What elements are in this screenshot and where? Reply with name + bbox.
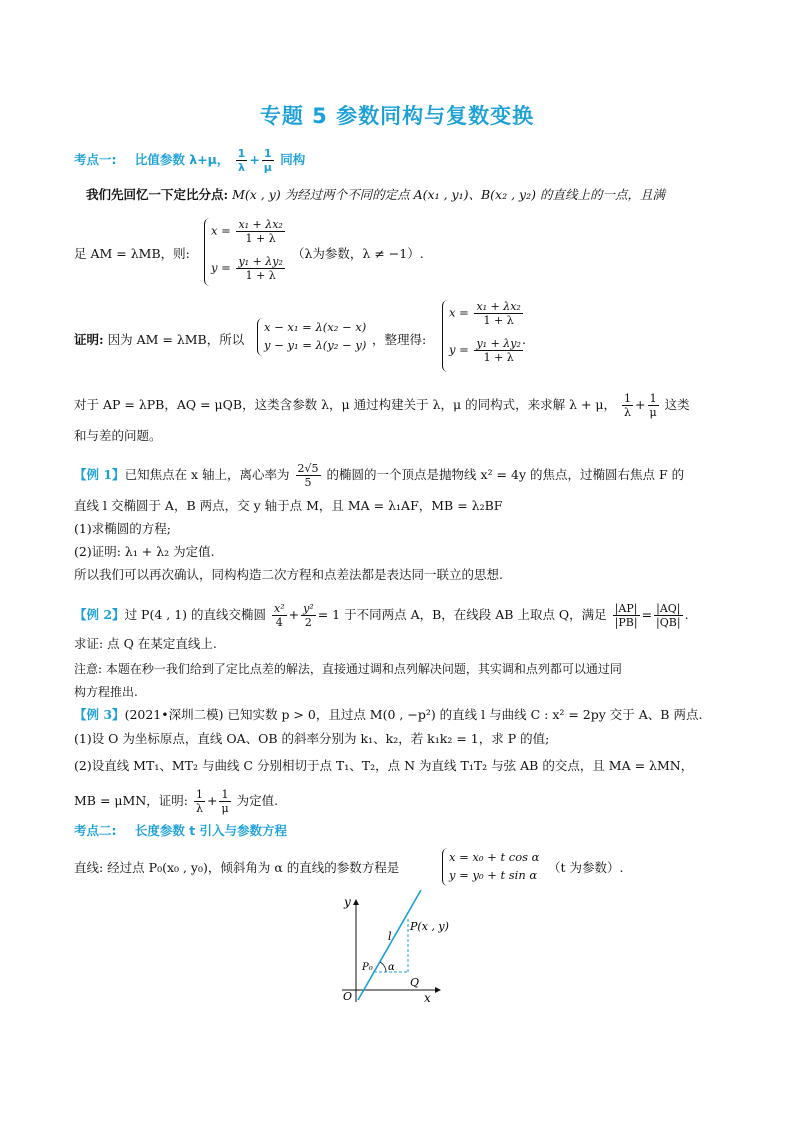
proof-mid: ，整理得: (372, 332, 427, 347)
eccentricity-frac: $\frac{2√5}{5}$ (297, 462, 319, 489)
kaodian-1-label: 考点一: (74, 152, 117, 167)
example-2-line-1: 【例 2】过 P(4 , 1) 的直线交椭圆 $\frac{\text{x²}}{4}$ + $\frac{\text{y²}}{2}$ = 1 于不同两点 A，B，在线段 AB 上取点 Q，满足 $\frac{|AP|}{|PB|}$ = $\frac{|AQ|}{|QB|}$ . (74, 602, 689, 629)
kaodian-2-text: 长度参数 t 引入与参数方程 (134, 823, 288, 838)
page-title: 专题 5 参数同构与复数变换 (259, 104, 535, 128)
recall-note: （λ为参数，λ ≠ −1）. (292, 246, 424, 261)
recall-text: M(x , y) 为经过两个不同的定点 A(x₁ , y₁)、B(x₂ , y₂) 的直线上的一点，且满 (232, 187, 665, 202)
para-1-line-1: 对于 AP = λPB，AQ = μQB，这类含参数 λ，μ 通过构建关于 λ，μ 的同构式，来求解 λ + μ， $\frac{1}{\lambda}$ + $\frac{1}{\mu}$ 这类 (74, 392, 690, 419)
p-label: P(x , y) (410, 920, 449, 933)
p0-label: P₀ (362, 962, 373, 973)
proof-system: x − x₁ = λ(x₂ − x) y − y₁ = λ(y₂ − y) (257, 318, 366, 356)
alpha-label: α (388, 962, 395, 973)
kaodian-1-text: 比值参数 λ+μ， (134, 152, 230, 167)
example-2-line-2: 求证: 点 Q 在某定直线上. (74, 636, 217, 651)
recall-condition: 足 AM = λMB，则: (74, 246, 190, 261)
l-label: l (388, 930, 392, 943)
para-1-text: 对于 AP = λPB，AQ = μQB，这类含参数 λ，μ 通过构建关于 λ，μ 的同构式，来求解 λ + μ， (74, 397, 617, 412)
proof-result-system: x = $\frac{\text{x₁ + λx₂}}{1 + \lambda}$ y = $\frac{\text{y₁ + λy₂}}{1 + \lambda}$ (442, 300, 525, 372)
x-axis-label: x (424, 991, 431, 1005)
line-param-text: 直线: 经过点 P₀(x₀ , y₀)，倾斜角为 α 的直线的参数方程是 (74, 860, 400, 875)
y-axis-label: y (344, 895, 351, 909)
example-1-question-1: (1)求椭圆的方程; (74, 521, 171, 536)
example-1-question-2: (2)证明: λ₁ + λ₂ 为定值. (74, 544, 215, 559)
line-param-system: x = x₀ + t cos α y = y₀ + t sin α (442, 848, 539, 886)
kaodian-2-label: 考点二: (74, 823, 117, 838)
example-2-note-2: 构方程推出. (74, 685, 138, 699)
angle-arc (380, 962, 386, 972)
proof-text: 因为 AM = λMB，所以 (107, 332, 245, 347)
example-2-note-1: 注意: 本题在秒一我们给到了定比点差的解法，直接通过调和点列解决问题，其实调和点列都可以通过同 (74, 662, 622, 676)
example-3-question-2: (2)设直线 MT₁、MT₂ 与曲线 C 分别相切于点 T₁、T₂，点 N 为直线 T₁T₂ 与弦 AB 的交点，且 MA = λMN， (74, 758, 694, 773)
example-3-question-1: (1)设 O 为坐标原点，直线 OA、OB 的斜率分别为 k₁、k₂，若 k₁k₂ = 1，求 P 的值; (74, 731, 550, 746)
q-label: Q (410, 976, 420, 989)
division-formula: x = $\frac{\text{x₁ + λx₂}}{1 + \lambda}$ y = $\frac{\text{y₁ + λy₂}}{1 + \lambda}$ (204, 218, 287, 286)
example-1-line-2: 直线 l 交椭圆于 A，B 两点，交 y 轴于点 M，且 MA = λ₁AF，MB = λ₂BF (74, 498, 503, 513)
example-1-line-1: 【例 1】已知焦点在 x 轴上，离心率为 $\frac{2√5}{5}$ 的椭圆的一个顶点是抛物线 x² = 4y 的焦点，过椭圆右焦点 F 的 (74, 462, 685, 489)
frac-1-mu: $\frac{1}{\mu}$ (263, 147, 272, 174)
kaodian-1-heading: 考点一: 比值参数 λ+μ， $\frac{1}{\lambda}$ + $\frac{1}{\mu}$ 同构 (74, 147, 306, 174)
example-1-summary: 所以我们可以再次确认，同构构造二次方程和点差法都是表达同一联立的思想. (74, 567, 503, 582)
example-3-label: 【例 3】 (74, 707, 125, 722)
para-1-line-2: 和与差的问题。 (74, 428, 162, 443)
line-param-note: （t 为参数）. (548, 860, 624, 875)
kaodian-1-tail: 同构 (280, 152, 306, 167)
proof-lead: 证明: (74, 332, 104, 347)
example-3-question-3: MB = μMN，证明: $\frac{1}{\lambda}$ + $\frac{1}{\mu}$ 为定值. (74, 788, 279, 815)
example-2-label: 【例 2】 (74, 607, 125, 622)
example-3-line-1: 【例 3】(2021•深圳二模) 已知实数 p > 0，且过点 M(0 , −p²) 的直线 l 与曲线 C : x² = 2py 交于 A、B 两点. (74, 707, 703, 722)
parametric-line-figure (330, 890, 470, 1010)
proof-end: . (522, 332, 526, 347)
example-1-label: 【例 1】 (74, 467, 125, 482)
kaodian-2-heading (74, 822, 724, 840)
recall-lead: 我们先回忆一下定比分点: (86, 187, 229, 202)
frac-1-lambda: $\frac{1}{\lambda}$ (237, 147, 246, 174)
origin-label: O (343, 990, 353, 1003)
recall-line-1 (86, 186, 736, 204)
